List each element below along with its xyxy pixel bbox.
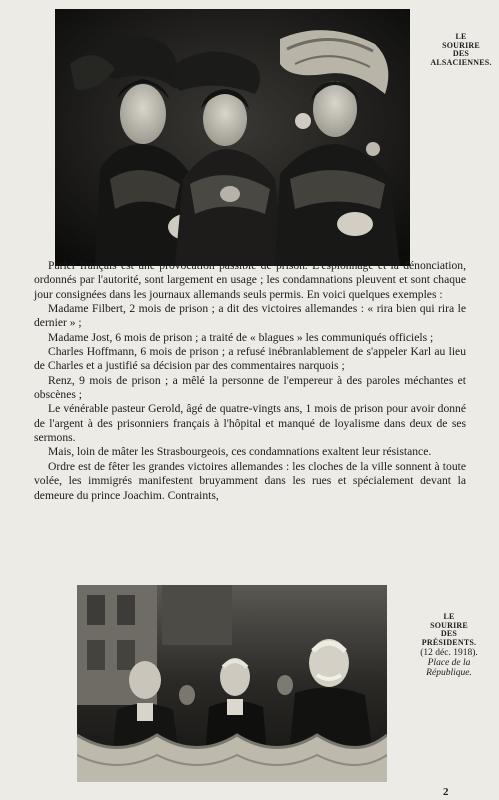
paragraph: Madame Filbert, 2 mois de prison ; a dit des victoires allemandes : « rira bien qui rira le dernier » ; (34, 302, 466, 330)
paragraph: Parler français est une provocation passible de prison. L'espionnage et la dénonciation, ordonnés par l'autorité, sont largement en usage ; les condamnations pleuvent et sont chaque jour consignées dans les journaux allemands seuls permis. En voici quelques exemples : (34, 259, 466, 301)
paragraph: Mais, loin de mâter les Strasbourgeois, ces condamnations exaltent leur résistance. (48, 445, 432, 459)
caption-line: PRÉSIDENTS. (421, 637, 477, 647)
caption-presidents (400, 613, 498, 678)
caption-line: DES (440, 629, 458, 639)
photo-presidents-image (77, 585, 387, 782)
caption-alsaciennes (427, 33, 495, 68)
paragraph: Charles Hoffmann, 6 mois de prison ; a refusé inébranlablement de s'appeler Karl au lieu de Charles et a justifié sa décision par des commentaires narquois ; (34, 345, 466, 373)
paragraph: Le vénérable pasteur Gerold, âgé de quatre-vingts ans, 1 mois de prison pour avoir donné de l'argent à des prisonniers français à l'hôpital et manqué de loyalisme dans deux de ses sermons. (34, 402, 466, 445)
caption-line: DES (452, 49, 470, 59)
photo-alsaciennes (55, 9, 410, 266)
caption-line: ALSACIENNES. (430, 57, 492, 67)
caption-line: LE (443, 612, 455, 621)
paragraph: Renz, 9 mois de prison ; a mêlé la personne de l'empereur à des paroles méchantes et obscènes ; (34, 373, 466, 402)
paragraph: Ordre est de fêter les grandes victoires allemandes : les cloches de la ville sonnent à toute volée, les immigrés manifestent bruyamment dans les rues et spécialement devant la demeure du prince Joachim. Contraints, (34, 459, 466, 502)
photo-presidents (77, 585, 387, 782)
caption-date: (12 déc. 1918). (420, 647, 478, 658)
article-body (34, 259, 466, 503)
photo-alsaciennes-image (55, 9, 410, 266)
page-number: 2 (443, 786, 449, 798)
caption-place: Place de la (427, 657, 471, 668)
paragraph: Madame Jost, 6 mois de prison ; a traité de « blagues » les communiqués officiels ; (48, 330, 434, 344)
caption-line: SOURIRE (442, 40, 480, 50)
caption-place: République. (426, 668, 472, 678)
caption-line: SOURIRE (430, 620, 468, 630)
caption-line: LE (455, 32, 467, 41)
